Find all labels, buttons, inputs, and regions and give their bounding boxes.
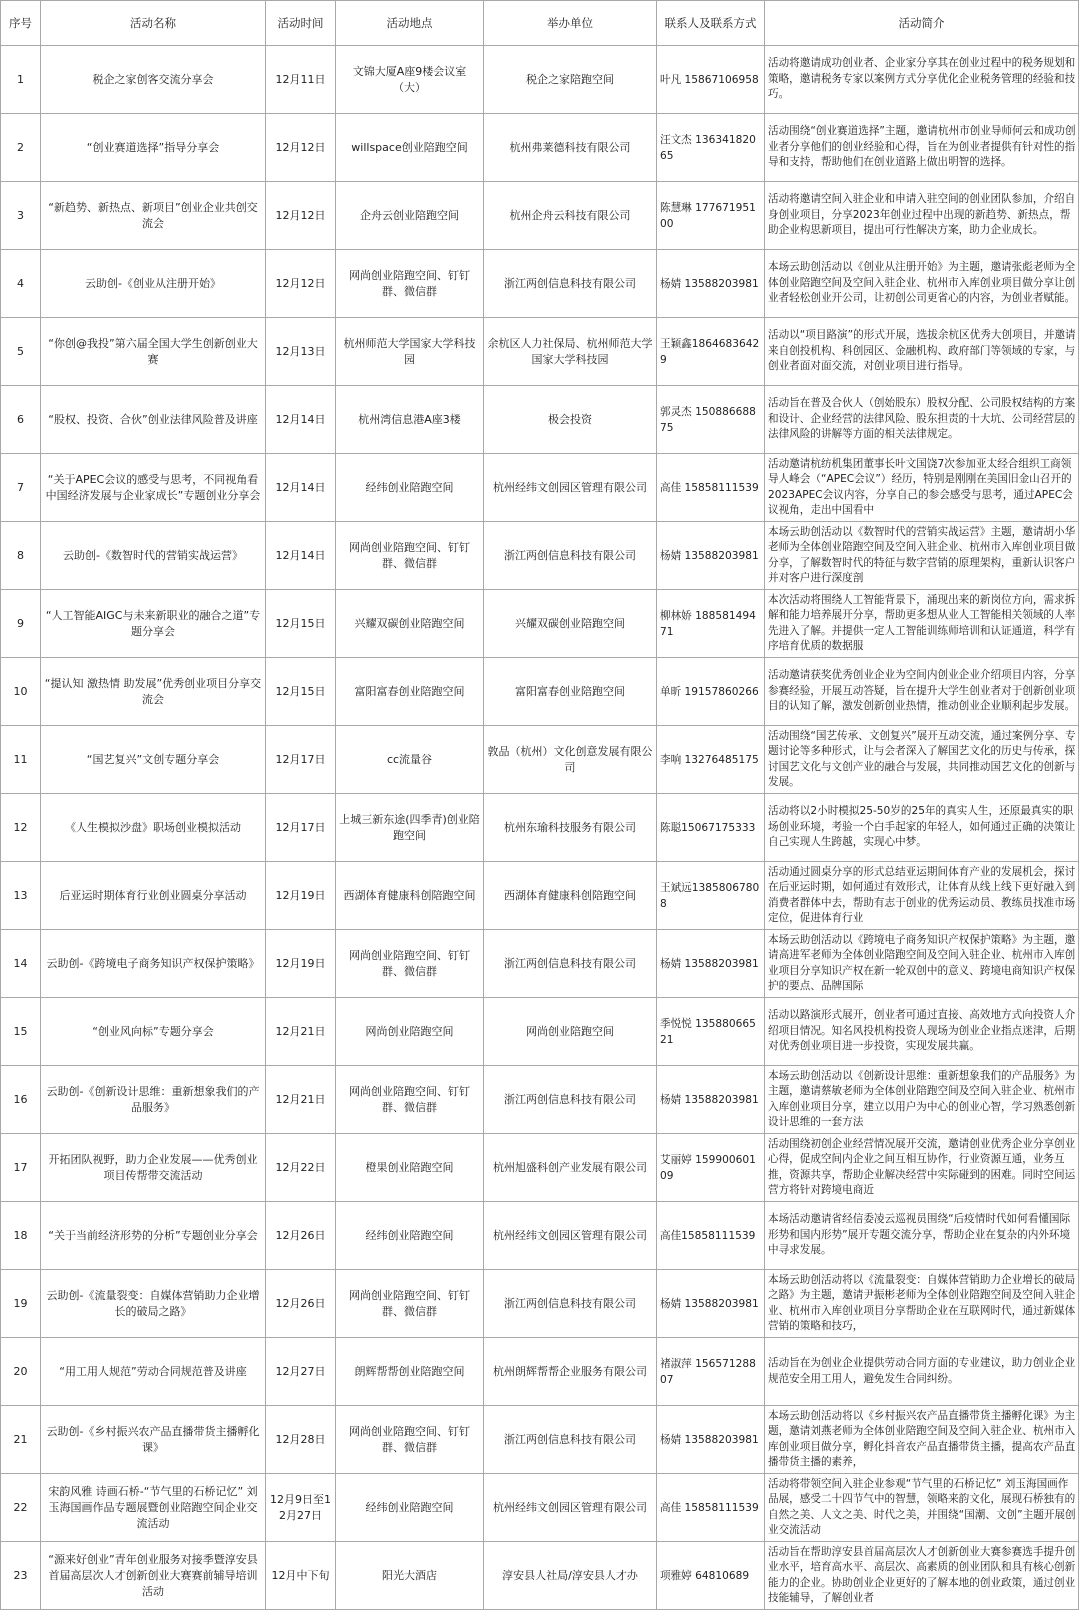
organizer-cell: 浙江两创信息科技有限公司 [484,1270,657,1338]
activity-name-cell: 云助创-《创业从注册开始》 [41,250,266,318]
row-number-cell: 23 [1,1542,41,1610]
organizer-cell: 杭州旭盛科创产业发展有限公司 [484,1134,657,1202]
activity-date-cell: 12月12日 [266,250,336,318]
activity-date-cell: 12月中下旬 [266,1542,336,1610]
activity-place-cell: willspace创业陪跑空间 [336,114,484,182]
contact-cell: 杨婧 13588203981 [657,1270,765,1338]
row-number-cell: 21 [1,1406,41,1474]
description-cell [765,318,1079,386]
description-cell [765,726,1079,794]
organizer-cell: 浙江两创信息科技有限公司 [484,522,657,590]
description-cell [765,998,1079,1066]
row-number-cell: 5 [1,318,41,386]
description-cell [765,250,1079,318]
description-text: 活动围绕“创业赛道选择”主题，邀请杭州市创业导师何云和成功创业者分享他们的创业经验和心得，旨在为创业者提供有针对性的指导和支持，帮助他们在创业道路上做出明智的选择。 [768,125,1076,169]
description-text: 活动将邀请空间入驻企业和申请入驻空间的创业团队参加，介绍自身创业项目，分享2023年创业过程中出现的新趋势、新热点，帮助企业构思新项目，提出可行性解决方案，助力企业成长。 [768,193,1076,237]
description-text: 活动将邀请成功创业者、企业家分享其在创业过程中的税务规划和策略，邀请税务专家以案例方式分享优化企业税务管理的经验和技巧。 [768,57,1076,101]
table-row [1,1202,1079,1270]
header-date: 活动时间 [266,1,336,46]
activity-place-cell: 文锦大厦A座9楼会议室（大） [336,46,484,114]
table-row [1,454,1079,522]
organizer-cell: 税企之家陪跑空间 [484,46,657,114]
activity-date-cell: 12月17日 [266,794,336,862]
activity-date-cell: 12月15日 [266,590,336,658]
description-cell [765,1202,1079,1270]
description-text: 活动将以2小时模拟25-50岁的25年的真实人生，还原最真实的职场创业环境，考验一个白手起家的年轻人，如何通过正确的决策让自己实现人生跨越，实现心中梦。 [768,805,1076,849]
row-number-cell: 1 [1,46,41,114]
activity-place-cell: 网尚创业陪跑空间 [336,998,484,1066]
organizer-cell: 浙江两创信息科技有限公司 [484,1406,657,1474]
activity-name-cell: 云助创-《流量裂变：自媒体营销助力企业增长的破局之路》 [41,1270,266,1338]
description-text: 活动将带领空间入驻企业参观“节气里的石桥记忆” 刘玉海国画作品展，感受二十四节气中的智慧，领略来韵文化，展现石桥独有的自然之美、人文之美、时代之美，并围绕“国潮、文创”主题开展创业交流活动 [768,1477,1076,1536]
activity-date-cell: 12月28日 [266,1406,336,1474]
activity-name-cell: 云助创-《乡村振兴农产品直播带货主播孵化课》 [41,1406,266,1474]
activity-name-cell: “股权、投资、合伙”创业法律风险普及讲座 [41,386,266,454]
organizer-cell: 杭州朗辉帮帮企业服务有限公司 [484,1338,657,1406]
description-cell [765,1338,1079,1406]
header-no: 序号 [1,1,41,46]
description-text: 活动邀请杭纺机集团董事长叶文国饶7次参加亚太经合组织工商领导人峰会（“APEC会议”）经历，特别是刚刚在美国旧金山召开的2023APEC会议内容，分享自己的参会感受与思考，通过APEC会议视角，走出中国看中 [768,457,1073,516]
description-cell [765,114,1079,182]
contact-cell: 王斌远13858067808 [657,862,765,930]
row-number-cell: 4 [1,250,41,318]
description-text: 活动邀请获奖优秀创业企业为空间内创业企业介绍项目内容，分享参赛经验，开展互动答疑，旨在提升大学生创业者对于创新创业项目的认知了解，激发创新创业热情，推动创业企业顺利起步发展。 [768,669,1076,713]
activity-place-cell: 杭州师范大学国家大学科技园 [336,318,484,386]
contact-cell: 柳林娇 18858149471 [657,590,765,658]
row-number-cell: 18 [1,1202,41,1270]
contact-cell: 褚淑萍 15657128807 [657,1338,765,1406]
row-number-cell: 7 [1,454,41,522]
contact-cell: 陈聪15067175333 [657,794,765,862]
description-text: 活动围绕初创企业经营情况展开交流，邀请创业优秀企业分享创业心得，促成空间内企业之间互相互协作，行业资源互通，业务互推，资源共享，帮助企业解决经营中实际碰到的困难。同时空间运营方将针对跨境电商近 [768,1137,1076,1196]
organizer-cell: 杭州经纬文创园区管理有限公司 [484,1474,657,1542]
contact-cell: 李响 13276485175 [657,726,765,794]
activity-name-cell: “关于APEC会议的感受与思考，不同视角看中国经济发展与企业家成长”专题创业分享会 [41,454,266,522]
activity-name-cell: “你创@我投”第六届全国大学生创新创业大赛 [41,318,266,386]
row-number-cell: 9 [1,590,41,658]
organizer-cell: 杭州企舟云科技有限公司 [484,182,657,250]
row-number-cell: 13 [1,862,41,930]
table-row [1,998,1079,1066]
description-cell [765,46,1079,114]
header-contact: 联系人及联系方式 [657,1,765,46]
description-cell [765,522,1079,590]
description-text: 本场云助创活动将以《乡村振兴农产品直播带货主播孵化课》为主题，邀请刘燕老师为全体创业陪跑空间及空间入驻企业、杭州市入库创业项目做分享，孵化抖音农产品直播带货主播，提高农产品直播带货主播的素养， [768,1409,1076,1468]
contact-cell: 艾丽婷 15990060109 [657,1134,765,1202]
organizer-cell: 淳安县人社局/淳安县人才办 [484,1542,657,1610]
table-row [1,250,1079,318]
activity-name-cell: 云助创-《创新设计思维：重新想象我们的产品服务》 [41,1066,266,1134]
contact-cell: 单昕 19157860266 [657,658,765,726]
activity-place-cell: 杭州湾信息港A座3楼 [336,386,484,454]
table-row [1,590,1079,658]
row-number-cell: 6 [1,386,41,454]
table-row [1,1474,1079,1542]
description-text: 活动旨在为创业企业提供劳动合同方面的专业建议，助力创业企业规范安全用工用人，避免发生合同纠纷。 [768,1357,1076,1385]
organizer-cell: 杭州经纬文创园区管理有限公司 [484,1202,657,1270]
activity-name-cell: 《人生模拟沙盘》职场创业模拟活动 [41,794,266,862]
activity-date-cell: 12月14日 [266,454,336,522]
table-row [1,1270,1079,1338]
description-cell [765,1474,1079,1542]
table-row [1,182,1079,250]
description-cell [765,590,1079,658]
activity-date-cell: 12月21日 [266,998,336,1066]
activity-date-cell: 12月14日 [266,522,336,590]
activity-date-cell: 12月11日 [266,46,336,114]
description-cell [765,182,1079,250]
activity-place-cell: 橙果创业陪跑空间 [336,1134,484,1202]
activity-name-cell: “创业风向标”专题分享会 [41,998,266,1066]
table-row [1,318,1079,386]
activity-place-cell: 经纬创业陪跑空间 [336,1202,484,1270]
row-number-cell: 14 [1,930,41,998]
organizer-cell: 余杭区人力社保局、杭州师范大学国家大学科技园 [484,318,657,386]
activity-name-cell: 开拓团队视野，助力企业发展——优秀创业项目传帮带交流活动 [41,1134,266,1202]
row-number-cell: 15 [1,998,41,1066]
organizer-cell: 网尚创业陪跑空间 [484,998,657,1066]
organizer-cell: 杭州经纬文创园区管理有限公司 [484,454,657,522]
organizer-cell: 极会投资 [484,386,657,454]
activity-name-cell: 税企之家创客交流分享会 [41,46,266,114]
row-number-cell: 2 [1,114,41,182]
description-text: 活动围绕“国艺传承、文创复兴”展开互动交流，通过案例分享、专题讨论等多种形式，让与会者深入了解国艺文化的历史与传承，探讨国艺文化与文创产业的融合与发展，共同推动国艺文化的创新与发展。 [768,729,1076,788]
contact-cell: 郭灵杰 15088668875 [657,386,765,454]
activity-place-cell: 网尚创业陪跑空间、钉钉群、微信群 [336,930,484,998]
activity-place-cell: 网尚创业陪跑空间、钉钉群、微信群 [336,1270,484,1338]
activity-name-cell: “新趋势、新热点、新项目”创业企业共创交流会 [41,182,266,250]
contact-cell: 杨婧 13588203981 [657,522,765,590]
description-text: 活动以“项目路演”的形式开展，选拔余杭区优秀大创项目，并邀请来自创投机构、科创园区、金融机构、政府部门等领域的专家，与创业者面对面交流，对创业项目进行指导。 [768,329,1076,373]
table-row [1,386,1079,454]
contact-cell: 杨婧 13588203981 [657,1406,765,1474]
activity-name-cell: “用工用人规范”劳动合同规范普及讲座 [41,1338,266,1406]
table-row [1,46,1079,114]
activity-place-cell: 经纬创业陪跑空间 [336,1474,484,1542]
organizer-cell: 浙江两创信息科技有限公司 [484,250,657,318]
activity-name-cell: 云助创-《数智时代的营销实战运营》 [41,522,266,590]
activity-place-cell: 朗辉帮帮创业陪跑空间 [336,1338,484,1406]
organizer-cell: 杭州东瑜科技服务有限公司 [484,794,657,862]
row-number-cell: 8 [1,522,41,590]
activity-name-cell: “提认知 激热情 助发展”优秀创业项目分享交流会 [41,658,266,726]
row-number-cell: 3 [1,182,41,250]
activity-name-cell: “关于当前经济形势的分析”专题创业分享会 [41,1202,266,1270]
table-row [1,862,1079,930]
description-text: 本场云助创活动以《跨境电子商务知识产权保护策略》为主题，邀请高进军老师为全体创业陪跑空间及空间入驻企业、杭州市入库创业项目分享知识产权在新一轮双创中的意义、跨境电商知识产权保护的要点、品牌国际 [768,933,1076,992]
organizer-cell: 杭州弗莱德科技有限公司 [484,114,657,182]
activity-date-cell: 12月22日 [266,1134,336,1202]
description-cell [765,454,1079,522]
activity-place-cell: 兴耀双碳创业陪跑空间 [336,590,484,658]
header-place: 活动地点 [336,1,484,46]
activity-date-cell: 12月26日 [266,1270,336,1338]
table-row [1,522,1079,590]
activity-place-cell: 上城三新东途(四季青)创业陪跑空间 [336,794,484,862]
row-number-cell: 19 [1,1270,41,1338]
organizer-cell: 敦品（杭州）文化创意发展有限公司 [484,726,657,794]
activity-place-cell: 网尚创业陪跑空间、钉钉群、微信群 [336,1406,484,1474]
activity-date-cell: 12月14日 [266,386,336,454]
contact-cell: 杨婧 13588203981 [657,250,765,318]
contact-cell: 项雅婷 64810689 [657,1542,765,1610]
table-body [1,46,1079,1610]
activity-place-cell: 网尚创业陪跑空间、钉钉群、微信群 [336,522,484,590]
table-row [1,1338,1079,1406]
contact-cell: 杨婧 13588203981 [657,930,765,998]
description-cell [765,930,1079,998]
description-cell [765,794,1079,862]
activity-name-cell: “源来好创业”青年创业服务对接季暨淳安县首届高层次人才创新创业大赛赛前辅导培训活动 [41,1542,266,1610]
row-number-cell: 10 [1,658,41,726]
description-text: 本场云助创活动以《数智时代的营销实战运营》主题，邀请胡小华老师为全体创业陪跑空间及空间入驻企业、杭州市入库创业项目做分享，了解数智时代的特征与数字营销的原理架构，重新认识客户并对客户进行深度剖 [768,525,1076,584]
activity-date-cell: 12月13日 [266,318,336,386]
activity-date-cell: 12月26日 [266,1202,336,1270]
table-row [1,1406,1079,1474]
activity-date-cell: 12月12日 [266,182,336,250]
activity-name-cell: 云助创-《跨境电子商务知识产权保护策略》 [41,930,266,998]
organizer-cell: 浙江两创信息科技有限公司 [484,1066,657,1134]
table-row [1,726,1079,794]
header-org: 举办单位 [484,1,657,46]
activity-name-cell: “人工智能AIGC与未来新职业的融合之道”专题分享会 [41,590,266,658]
table-row [1,1542,1079,1610]
activity-date-cell: 12月21日 [266,1066,336,1134]
activity-date-cell: 12月15日 [266,658,336,726]
description-cell [765,1270,1079,1338]
activity-date-cell: 12月17日 [266,726,336,794]
activity-place-cell: 富阳富春创业陪跑空间 [336,658,484,726]
description-text: 本场活动邀请省经信委凌云巡视员围绕“后疫情时代如何看懂国际形势和国内形势”展开专题交流分享，帮助企业在复杂的内外环境中寻求发展。 [768,1213,1071,1257]
organizer-cell: 富阳富春创业陪跑空间 [484,658,657,726]
description-cell [765,386,1079,454]
table-row [1,794,1079,862]
activity-date-cell: 12月19日 [266,930,336,998]
description-text: 本场云助创活动将以《流量裂变：自媒体营销助力企业增长的破局之路》为主题，邀请尹振彬老师为全体创业陪跑空间及空间入驻企业、杭州市入库创业项目分享帮助企业在互联网时代，通过新媒体营销的策略和技巧， [768,1273,1076,1332]
row-number-cell: 16 [1,1066,41,1134]
activity-place-cell: 西湖体育健康科创陪跑空间 [336,862,484,930]
table-row [1,930,1079,998]
activity-date-cell: 12月9日至12月27日 [266,1474,336,1542]
activity-name-cell: 宋韵风雅 诗画石桥-“节气里的石桥记忆” 刘玉海国画作品专题展暨创业陪跑空间企业交流活动 [41,1474,266,1542]
activity-place-cell: cc流量谷 [336,726,484,794]
contact-cell: 杨婧 13588203981 [657,1066,765,1134]
table-row [1,1066,1079,1134]
activity-date-cell: 12月27日 [266,1338,336,1406]
row-number-cell: 17 [1,1134,41,1202]
contact-cell: 王颖鑫18646836429 [657,318,765,386]
contact-cell: 高佳 15858111539 [657,454,765,522]
activity-place-cell: 经纬创业陪跑空间 [336,454,484,522]
activity-place-cell: 阳光大酒店 [336,1542,484,1610]
contact-cell: 叶凡 15867106958 [657,46,765,114]
header-row [1,1,1079,46]
description-text: 活动旨在普及合伙人（创始股东）股权分配、公司股权结构的方案和设计、企业经营的法律风险、股东担责的十大坑、公司经营层的法律风险的讲解等方面的相关法律规定。 [768,397,1076,441]
description-cell [765,658,1079,726]
header-name: 活动名称 [41,1,266,46]
organizer-cell: 兴耀双碳创业陪跑空间 [484,590,657,658]
activity-name-cell: “国艺复兴”文创专题分享会 [41,726,266,794]
description-cell [765,862,1079,930]
activity-name-cell: “创业赛道选择”指导分享会 [41,114,266,182]
table-row [1,1134,1079,1202]
description-cell [765,1542,1079,1610]
activity-place-cell: 企舟云创业陪跑空间 [336,182,484,250]
table-row [1,114,1079,182]
description-cell [765,1134,1079,1202]
row-number-cell: 12 [1,794,41,862]
contact-cell: 高佳 15858111539 [657,1474,765,1542]
description-text: 本场云助创活动以《创业从注册开始》为主题，邀请张彪老师为全体创业陪跑空间及空间入驻企业、杭州市入库创业项目做分享让创业者轻松创业开公司，让初创公司更省心的内容，为创业者赋能。 [768,261,1076,305]
description-cell [765,1406,1079,1474]
row-number-cell: 22 [1,1474,41,1542]
organizer-cell: 西湖体育健康科创陪跑空间 [484,862,657,930]
header-desc: 活动简介 [765,1,1079,46]
organizer-cell: 浙江两创信息科技有限公司 [484,930,657,998]
description-text: 活动通过圆桌分享的形式总结亚运期间体育产业的发展机会，探讨在后亚运时期，如何通过有效形式，让体育从线上线下更好融入到消费者群体中去，帮助有志于创业的优秀运动员、教练员找准市场定位，促进体育行业 [768,865,1076,924]
contact-cell: 高佳15858111539 [657,1202,765,1270]
contact-cell: 陈慧琳 17767195100 [657,182,765,250]
activity-name-cell: 后亚运时期体育行业创业圆桌分享活动 [41,862,266,930]
row-number-cell: 11 [1,726,41,794]
description-text: 本场云助创活动以《创新设计思维：重新想象我们的产品服务》为主题，邀请蔡敏老师为全体创业陪跑空间及空间入驻企业、杭州市入库创业项目分享，建立以用户为中心的创业心智，学习熟悉创新设计思维的一套方法 [768,1069,1076,1128]
description-cell [765,1066,1079,1134]
contact-cell: 汪文杰 13634182065 [657,114,765,182]
contact-cell: 季悦悦 13588066521 [657,998,765,1066]
description-text: 活动以路演形式展开，创业者可通过直接、高效地方式向投资人介绍项目情况。知名风投机构投资人现场为创业企业指点迷津，后期对优秀创业项目进一步投资，实现发展共赢。 [768,1009,1076,1053]
activity-date-cell: 12月19日 [266,862,336,930]
row-number-cell: 20 [1,1338,41,1406]
activity-date-cell: 12月12日 [266,114,336,182]
description-text: 活动旨在帮助淳安县首届高层次人才创新创业大赛参赛选手提升创业水平，培育高水平、高层次、高素质的创业团队和具有核心创新能力的企业。协助创业企业更好的了解本地的创业政策，通过创业技能辅导，了解创业者 [768,1545,1076,1604]
activity-place-cell: 网尚创业陪跑空间、钉钉群、微信群 [336,1066,484,1134]
description-text: 本次活动将围绕人工智能背景下，涌现出来的新岗位方向，需求拆解和能力培养展开分享，帮助更多想从业人工智能相关领域的人率先进入了解。并提供一定人工智能训练师培训和认证通道，科学有序培育优质的数据服 [768,593,1076,652]
table-row [1,658,1079,726]
activity-place-cell: 网尚创业陪跑空间、钉钉群、微信群 [336,250,484,318]
